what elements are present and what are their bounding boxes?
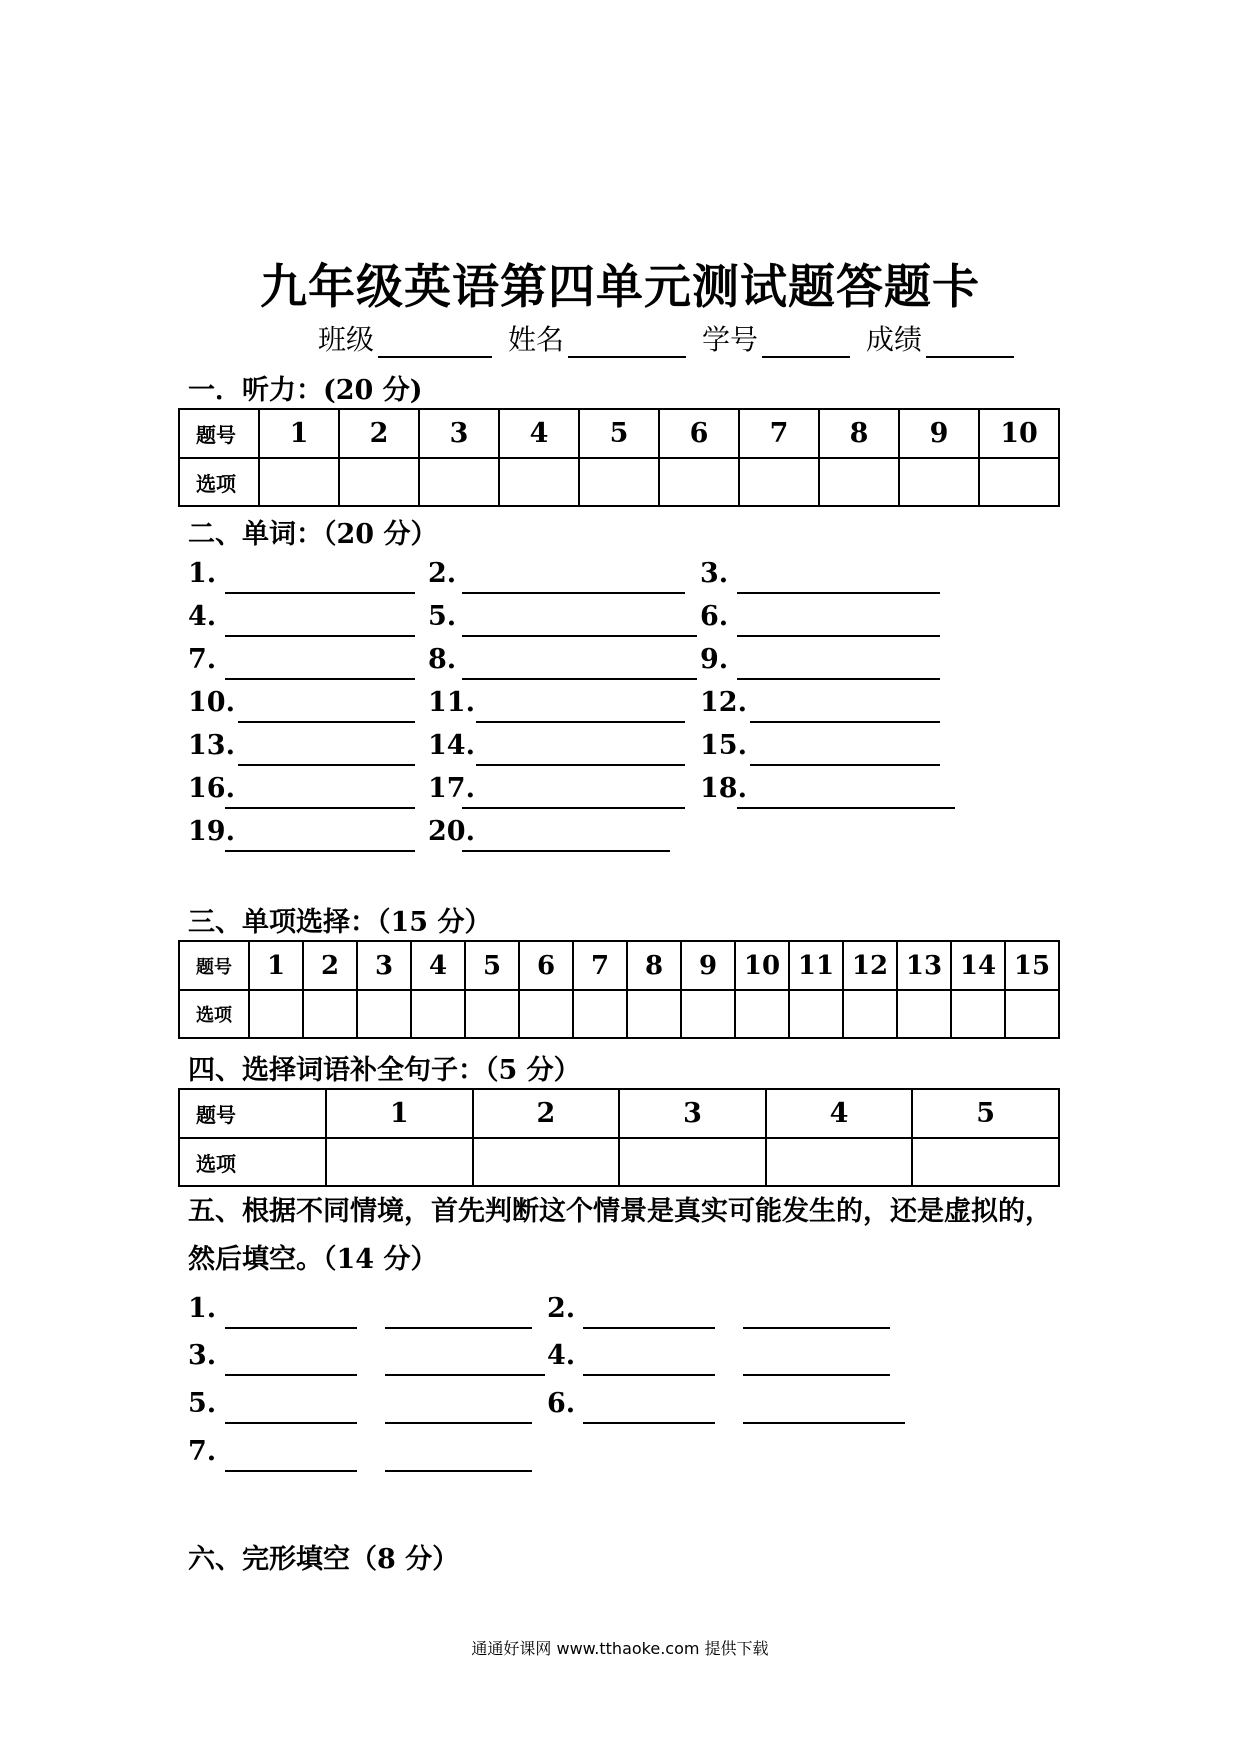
- blank-label: 6.: [700, 601, 729, 632]
- blank-label: 4.: [547, 1340, 576, 1371]
- section3-answer-table: [178, 940, 1060, 1039]
- answer-cell-14[interactable]: [951, 990, 1005, 1038]
- question-number-8: 8: [819, 409, 899, 458]
- blank-label: 6.: [547, 1388, 576, 1419]
- answer-cell-3[interactable]: [619, 1138, 766, 1186]
- question-number-3: 3: [619, 1089, 766, 1138]
- question-number-1: 1: [326, 1089, 473, 1138]
- answer-blank[interactable]: [225, 1470, 357, 1472]
- question-number-2: 2: [473, 1089, 620, 1138]
- question-number-4: 4: [766, 1089, 913, 1138]
- answer-blank[interactable]: [743, 1422, 905, 1424]
- answer-cell-1[interactable]: [249, 990, 303, 1038]
- question-number-5: 5: [912, 1089, 1059, 1138]
- section4-answer-table: [178, 1088, 1060, 1187]
- row-answer-label: 选项: [179, 1138, 326, 1186]
- row-header-label: 题号: [179, 409, 259, 458]
- answer-cell-12[interactable]: [843, 990, 897, 1038]
- answer-blank[interactable]: [385, 1327, 532, 1329]
- blank-label: 13.: [188, 730, 235, 761]
- name-label: 姓名: [508, 323, 565, 356]
- answer-blank[interactable]: [225, 1327, 357, 1329]
- question-number-5: 5: [579, 409, 659, 458]
- answer-blank[interactable]: [225, 592, 415, 594]
- class-label: 班级: [318, 323, 375, 356]
- blank-label: 9.: [700, 644, 729, 675]
- question-number-1: 1: [259, 409, 339, 458]
- section1-answer-row: [179, 458, 1059, 506]
- answer-blank[interactable]: [225, 678, 415, 680]
- section3-title: 三、单项选择：（15 分）: [188, 907, 492, 938]
- score-field[interactable]: [926, 330, 1014, 358]
- question-number-10: 10: [979, 409, 1059, 458]
- blank-label: 18.: [700, 773, 747, 804]
- section3-header-row: [179, 941, 1059, 990]
- blank-label: 12.: [700, 687, 747, 718]
- student-info-row: [318, 318, 1030, 358]
- question-number-9: 9: [681, 941, 735, 990]
- answer-cell-6[interactable]: [519, 990, 573, 1038]
- question-number-10: 10: [735, 941, 789, 990]
- question-number-15: 15: [1005, 941, 1059, 990]
- answer-blank[interactable]: [462, 850, 670, 852]
- page-title: 九年级英语第四单元测试题答题卡: [260, 260, 980, 315]
- blank-label: 4.: [188, 601, 217, 632]
- section4-answer-row: [179, 1138, 1059, 1186]
- question-number-13: 13: [897, 941, 951, 990]
- blank-label: 5.: [428, 601, 457, 632]
- answer-cell-3[interactable]: [357, 990, 411, 1038]
- question-number-8: 8: [627, 941, 681, 990]
- answer-cell-7[interactable]: [573, 990, 627, 1038]
- answer-cell-2[interactable]: [473, 1138, 620, 1186]
- blank-label: 1.: [188, 1293, 217, 1324]
- answer-cell-6[interactable]: [659, 458, 739, 506]
- answer-cell-10[interactable]: [735, 990, 789, 1038]
- row-header-label: 题号: [179, 1089, 326, 1138]
- student-id-field[interactable]: [762, 330, 850, 358]
- question-number-7: 7: [573, 941, 627, 990]
- question-number-6: 6: [519, 941, 573, 990]
- blank-label: 11.: [428, 687, 475, 718]
- answer-blank[interactable]: [462, 592, 685, 594]
- blank-label: 3.: [700, 558, 729, 589]
- blank-label: 14.: [428, 730, 475, 761]
- question-number-11: 11: [789, 941, 843, 990]
- answer-blank[interactable]: [583, 1374, 715, 1376]
- answer-blank[interactable]: [737, 807, 955, 809]
- answer-cell-13[interactable]: [897, 990, 951, 1038]
- footer-text: 通通好课网 www.tthaoke.com 提供下载: [471, 1639, 769, 1658]
- answer-cell-2[interactable]: [303, 990, 357, 1038]
- row-answer-label: 选项: [179, 458, 259, 506]
- answer-cell-4[interactable]: [411, 990, 465, 1038]
- answer-blank[interactable]: [743, 1327, 890, 1329]
- section3-answer-row: [179, 990, 1059, 1038]
- answer-blank[interactable]: [225, 850, 415, 852]
- blank-label: 19.: [188, 816, 235, 847]
- answer-blank[interactable]: [385, 1422, 532, 1424]
- answer-blank[interactable]: [225, 1422, 357, 1424]
- score-label: 成绩: [866, 323, 923, 356]
- answer-blank[interactable]: [743, 1374, 890, 1376]
- question-number-9: 9: [899, 409, 979, 458]
- blank-label: 10.: [188, 687, 235, 718]
- answer-blank[interactable]: [476, 764, 685, 766]
- section6-title: 六、完形填空（8 分）: [188, 1544, 460, 1575]
- answer-blank[interactable]: [583, 1327, 715, 1329]
- answer-blank[interactable]: [750, 721, 940, 723]
- question-number-2: 2: [303, 941, 357, 990]
- answer-blank[interactable]: [225, 807, 415, 809]
- question-number-7: 7: [739, 409, 819, 458]
- question-number-3: 3: [357, 941, 411, 990]
- answer-blank[interactable]: [238, 764, 415, 766]
- blank-label: 1.: [188, 558, 217, 589]
- answer-cell-8[interactable]: [819, 458, 899, 506]
- answer-blank[interactable]: [476, 721, 685, 723]
- answer-cell-4[interactable]: [766, 1138, 913, 1186]
- answer-blank[interactable]: [225, 1374, 357, 1376]
- answer-blank[interactable]: [750, 764, 940, 766]
- answer-cell-3[interactable]: [419, 458, 499, 506]
- answer-blank[interactable]: [238, 721, 415, 723]
- answer-blank[interactable]: [462, 678, 697, 680]
- question-number-6: 6: [659, 409, 739, 458]
- blank-label: 2.: [547, 1293, 576, 1324]
- section1-answer-table: [178, 408, 1060, 507]
- answer-cell-15[interactable]: [1005, 990, 1059, 1038]
- question-number-4: 4: [411, 941, 465, 990]
- answer-cell-9[interactable]: [899, 458, 979, 506]
- blank-label: 20.: [428, 816, 475, 847]
- answer-cell-1[interactable]: [259, 458, 339, 506]
- name-field[interactable]: [568, 330, 686, 358]
- answer-blank[interactable]: [225, 635, 415, 637]
- answer-blank[interactable]: [462, 807, 685, 809]
- answer-cell-9[interactable]: [681, 990, 735, 1038]
- answer-cell-11[interactable]: [789, 990, 843, 1038]
- blank-label: 16.: [188, 773, 235, 804]
- question-number-4: 4: [499, 409, 579, 458]
- answer-cell-4[interactable]: [499, 458, 579, 506]
- question-number-3: 3: [419, 409, 499, 458]
- question-number-5: 5: [465, 941, 519, 990]
- section1-title: 一．听力：(20 分): [188, 375, 423, 406]
- blank-label: 5.: [188, 1388, 217, 1419]
- section4-title: 四、选择词语补全句子：（5 分）: [188, 1055, 581, 1086]
- answer-blank[interactable]: [583, 1422, 715, 1424]
- blank-label: 17.: [428, 773, 475, 804]
- answer-blank[interactable]: [737, 678, 940, 680]
- answer-blank[interactable]: [462, 635, 697, 637]
- blank-label: 3.: [188, 1340, 217, 1371]
- answer-blank[interactable]: [737, 635, 940, 637]
- answer-blank[interactable]: [385, 1470, 532, 1472]
- question-number-12: 12: [843, 941, 897, 990]
- answer-cell-7[interactable]: [739, 458, 819, 506]
- section4-header-row: [179, 1089, 1059, 1138]
- answer-cell-8[interactable]: [627, 990, 681, 1038]
- answer-blank[interactable]: [385, 1374, 545, 1376]
- blank-label: 2.: [428, 558, 457, 589]
- blank-label: 15.: [700, 730, 747, 761]
- answer-cell-5[interactable]: [579, 458, 659, 506]
- answer-cell-2[interactable]: [339, 458, 419, 506]
- section2-title: 二、单词：（20 分）: [188, 519, 438, 550]
- class-field[interactable]: [378, 330, 492, 358]
- blank-label: 7.: [188, 1436, 217, 1467]
- answer-cell-1[interactable]: [326, 1138, 473, 1186]
- answer-blank[interactable]: [737, 592, 940, 594]
- answer-cell-5[interactable]: [912, 1138, 1059, 1186]
- row-header-label: 题号: [179, 941, 249, 990]
- section1-header-row: [179, 409, 1059, 458]
- section5-title: 五、根据不同情境，首先判断这个情景是真实可能发生的，还是虚拟的，然后填空。（14 分）: [188, 1196, 1052, 1275]
- question-number-14: 14: [951, 941, 1005, 990]
- question-number-2: 2: [339, 409, 419, 458]
- question-number-1: 1: [249, 941, 303, 990]
- answer-cell-10[interactable]: [979, 458, 1059, 506]
- row-answer-label: 选项: [179, 990, 249, 1038]
- blank-label: 7.: [188, 644, 217, 675]
- blank-label: 8.: [428, 644, 457, 675]
- answer-cell-5[interactable]: [465, 990, 519, 1038]
- student-id-label: 学号: [702, 323, 759, 356]
